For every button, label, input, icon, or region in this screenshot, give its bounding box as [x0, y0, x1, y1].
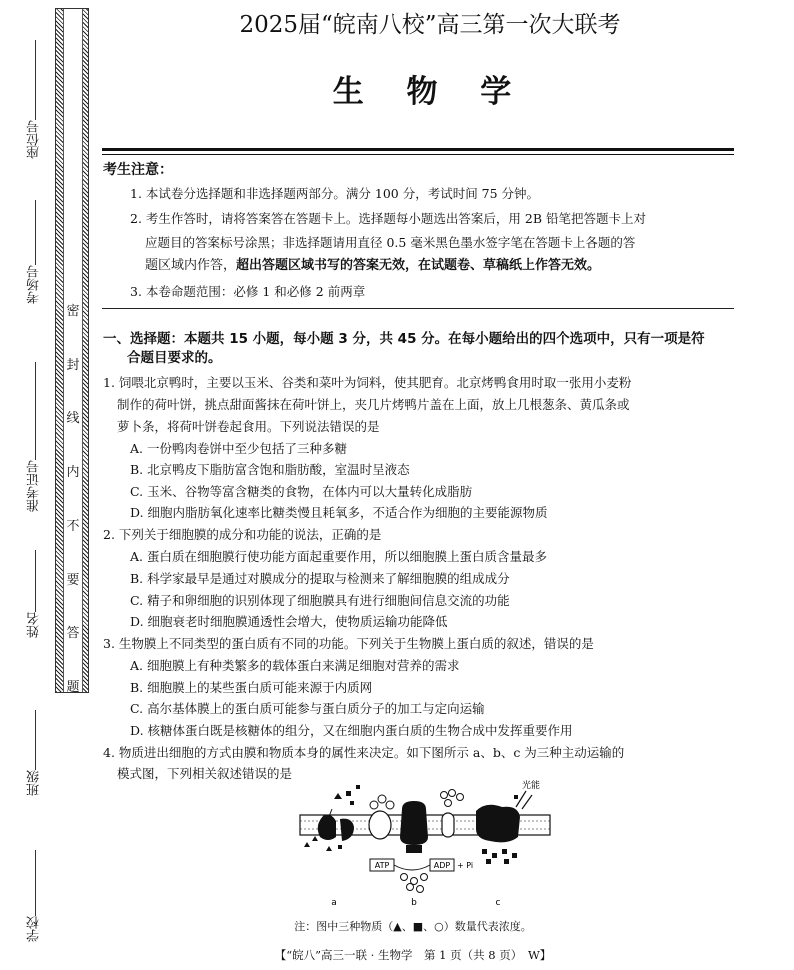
answer-option[interactable]: B. 北京鸭皮下脂肪富含饱和脂肪酸，室温时呈液态 — [130, 462, 410, 477]
seal-char: 答 — [66, 626, 80, 642]
square-solute — [350, 801, 354, 805]
question-stem-line: 模式图，下列相关叙述错误的是 — [117, 766, 293, 781]
circle-solute — [370, 801, 378, 809]
class-line — [35, 710, 36, 770]
light-arrow — [522, 795, 532, 809]
circle-solute — [386, 801, 394, 809]
ticket-number-line — [35, 362, 36, 460]
section-heading-line-1: 一、选择题：本题共 15 小题，每小题 3 分，共 45 分。在每小题给出的四个选项中，只有一项是符 — [103, 331, 705, 347]
subject-title: 生 物 学 — [332, 74, 528, 110]
figure-note: 注：图中三种物质（▲、■、○）数量代表浓度。 — [294, 920, 532, 933]
circle-solute — [401, 874, 408, 881]
square-solute — [514, 795, 518, 799]
class-label: 班级 — [27, 770, 42, 796]
answer-option[interactable]: B. 科学家最早是通过对膜成分的提取与检测来了解细胞膜的组成成分 — [130, 571, 510, 586]
answer-option[interactable]: C. 玉米、谷物等富含糖类的食物，在体内可以大量转化成脂肪 — [130, 484, 473, 499]
answer-option[interactable]: A. 一份鸭肉卷饼中至少包括了三种多糖 — [130, 441, 347, 456]
class-field[interactable] — [28, 710, 42, 796]
seat-number-label: 座位号 — [27, 120, 42, 159]
seal-char: 密 — [66, 304, 80, 319]
notice-item-3: 3. 本卷命题范围：必修 1 和必修 2 前两章 — [130, 284, 366, 299]
seal-char: 线 — [66, 411, 80, 427]
active-transport-diagram — [290, 779, 580, 909]
square-solute — [492, 853, 497, 858]
notice-invalid-warning: 超出答题区域书写的答案无效，在试题卷、草稿纸上作答无效。 — [236, 258, 601, 273]
square-solute — [338, 845, 342, 849]
carrier-small — [442, 813, 454, 837]
notice-item-2-line-3-pre: 题区域内作答， — [145, 258, 237, 273]
name-field[interactable] — [28, 550, 42, 638]
notice-item-1: 1. 本试卷分选择题和非选择题两部分。满分 100 分，考试时间 75 分钟。 — [130, 186, 540, 201]
ticket-number-label: 准考证号 — [27, 460, 42, 512]
square-solute — [502, 849, 507, 854]
header-rule-thick — [102, 148, 734, 151]
exam-room-label: 考场号 — [27, 265, 42, 304]
label-c: c — [495, 898, 501, 908]
square-solute — [504, 859, 509, 864]
seal-char: 不 — [66, 518, 80, 534]
page-footer: 【“皖八”高三一联 · 生物学 第 1 页（共 8 页） W】 — [274, 948, 552, 962]
seal-char: 内 — [66, 465, 80, 481]
seal-warning — [64, 305, 82, 695]
triangle-solute — [326, 846, 332, 851]
notice-item-2-line-3 — [145, 258, 600, 273]
transporter-b-atp-site — [406, 845, 422, 853]
triangle-solute — [304, 842, 310, 847]
header-rule-thin — [102, 154, 734, 155]
seal-char: 题 — [66, 679, 80, 695]
answer-option[interactable]: C. 精子和卵细胞的识别体现了细胞膜具有进行细胞间信息交流的功能 — [130, 593, 510, 608]
circle-solute — [457, 794, 464, 801]
seal-hatch-band — [55, 8, 89, 693]
pi-label: + Pi — [457, 861, 474, 870]
notice-separator — [102, 308, 734, 309]
ticket-number-field[interactable] — [28, 362, 42, 512]
question-stem-line: 2. 下列关于细胞膜的成分和功能的说法，正确的是 — [103, 527, 382, 542]
atp-label: ATP — [374, 861, 390, 870]
section-heading-line-2: 合题目要求的。 — [127, 350, 222, 366]
notice-item-2-line-2: 应题目的答案标号涂黑；非选择题请用直径 0.5 毫米黑色墨水签字笔在答题卡上各题的答 — [145, 235, 636, 250]
seat-number-line — [35, 40, 36, 120]
question-stem-line: 4. 物质进出细胞的方式由膜和物质本身的属性来决定。如下图所示 a、b、c 为三种主动运输的 — [103, 745, 625, 760]
seal-text-column — [63, 9, 83, 695]
seal-char: 要 — [66, 572, 80, 588]
answer-option[interactable]: C. 高尔基体膜上的蛋白质可能参与蛋白质分子的加工与定向运输 — [130, 701, 485, 716]
triangle-solute — [334, 793, 342, 799]
circle-solute — [441, 792, 448, 799]
question-stem-line: 3. 生物膜上不同类型的蛋白质有不同的功能。下列关于生物膜上蛋白质的叙述，错误的是 — [103, 636, 594, 651]
circle-solute — [421, 874, 428, 881]
school-field[interactable] — [28, 850, 42, 942]
seal-char: 封 — [66, 357, 80, 373]
square-solute — [346, 791, 351, 796]
transporter-b-protein — [400, 801, 428, 845]
answer-option[interactable]: B. 细胞膜上的某些蛋白质可能来源于内质网 — [130, 680, 373, 695]
seat-number-field[interactable] — [28, 40, 42, 159]
light-energy-label: 光能 — [522, 781, 541, 791]
notice-item-2-line-1: 2. 考生作答时，请将答案答在答题卡上。选择题每小题选出答案后，用 2B 铅笔把答题卡上对 — [130, 211, 646, 226]
answer-option[interactable]: D. 细胞内脂肪氧化速率比糖类慢且耗氧多，不适合作为细胞的主要能源物质 — [130, 505, 548, 520]
circle-solute — [378, 795, 386, 803]
atp-hydrolysis-arrow — [394, 865, 430, 870]
adp-label: ADP — [433, 861, 451, 870]
name-line — [35, 550, 36, 612]
answer-option[interactable]: D. 细胞衰老时细胞膜通透性会增大，使物质运输功能降低 — [130, 614, 448, 629]
square-solute — [356, 785, 360, 789]
exam-room-field[interactable] — [28, 200, 42, 304]
transporter-c-protein — [476, 805, 520, 843]
question-stem-line: 制作的荷叶饼，挑点甜面酱抹在荷叶饼上，夹几片烤鸭片盖在上面，放上几根葱条、黄瓜条或 — [117, 397, 630, 412]
school-label: 学校 — [27, 916, 42, 942]
square-solute — [482, 849, 487, 854]
name-label: 姓名 — [27, 612, 42, 638]
transporter-b — [400, 801, 428, 853]
circle-solute — [449, 790, 456, 797]
carrier-oval — [369, 811, 391, 839]
label-b: b — [411, 898, 417, 908]
circle-solute — [407, 884, 414, 891]
answer-option[interactable]: D. 核糖体蛋白既是核糖体的组分，又在细胞内蛋白质的生物合成中发挥重要作用 — [130, 723, 573, 738]
question-stem-line: 萝卜条，将荷叶饼卷起食用。下列说法错误的是 — [117, 419, 380, 434]
question-stem-line: 1. 饲喂北京鸭时，主要以玉米、谷类和菜叶为饲料，使其肥育。北京烤鸭食用时取一张用小麦粉 — [103, 375, 632, 390]
exam-room-line — [35, 200, 36, 265]
answer-option[interactable]: A. 细胞膜上有种类繁多的载体蛋白来满足细胞对营养的需求 — [130, 658, 460, 673]
answer-option[interactable]: A. 蛋白质在细胞膜行使功能方面起重要作用，所以细胞膜上蛋白质含量最多 — [130, 549, 547, 564]
triangle-solute — [312, 836, 318, 841]
exam-title: 2025届“皖南八校”高三第一次大联考 — [239, 12, 621, 38]
school-line — [35, 850, 36, 916]
notice-heading: 考生注意： — [103, 162, 173, 178]
binding-strip — [0, 0, 100, 970]
square-solute — [512, 853, 517, 858]
square-solute — [486, 859, 491, 864]
circle-solute — [417, 886, 424, 893]
circle-solute — [445, 800, 452, 807]
label-a: a — [331, 898, 337, 908]
